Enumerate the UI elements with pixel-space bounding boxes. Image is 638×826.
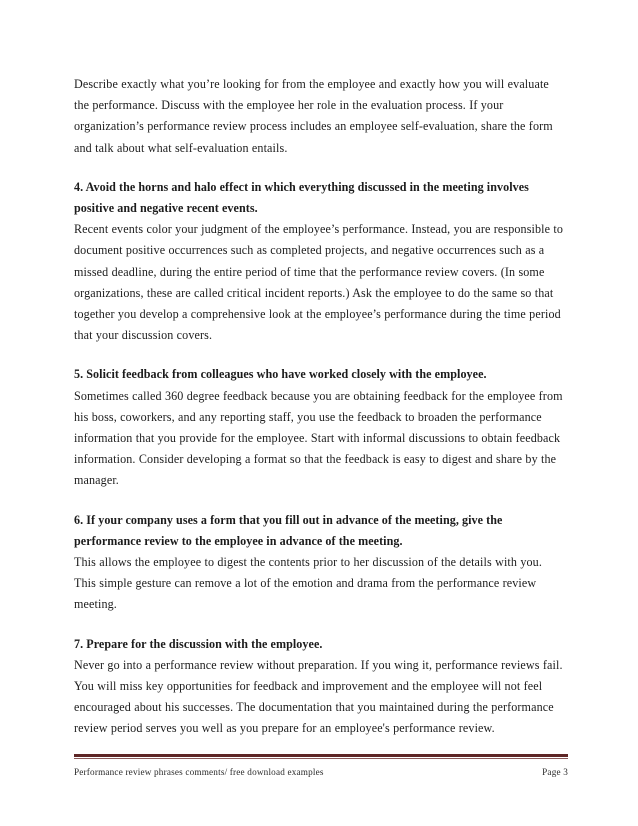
footer-row — [74, 766, 568, 779]
section-heading-4: 4. Avoid the horns and halo effect in which everything discussed in the meeting involves positive and negative recent events. — [74, 179, 529, 216]
document-body — [74, 74, 566, 740]
footer-page-number: Page 3 — [542, 767, 568, 777]
paragraph-text: Never go into a performance review without preparation. If you wing it, performance reviews fail. You will miss key opportunities for feedback and improvement and the employee will not feel encouraged about his successes. The documentation that you maintained during the performance review period serves you well as you prepare for an employee's performance review. — [74, 657, 563, 736]
section-heading-6: 6. If your company uses a form that you fill out in advance of the meeting, give the performance review to the employee in advance of the meeting. — [74, 512, 503, 548]
paragraph-block-item-5 — [74, 364, 566, 491]
section-heading-5: 5. Solicit feedback from colleagues who have worked closely with the employee. — [74, 367, 487, 382]
paragraph-text: This allows the employee to digest the contents prior to her discussion of the details with you. This simple gesture can remove a lot of the emotion and drama from the performance review meeting. — [74, 555, 542, 612]
page-footer — [74, 754, 568, 779]
paragraph-text: Sometimes called 360 degree feedback because you are obtaining feedback for the employee from his boss, coworkers, and any reporting staff, you use the feedback to broaden the performance information that you provide for the employee. Start with informal discussions to obtain feedback information. Consider developing a format so that the feedback is easy to digest and share by the manager. — [74, 388, 563, 488]
paragraph-block-item-4 — [74, 177, 566, 347]
section-heading-7: 7. Prepare for the discussion with the employee. — [74, 636, 323, 651]
paragraph-text: Describe exactly what you’re looking for from the employee and exactly how you will evaluate the performance. Discuss with the employee her role in the evaluation process. If your organization’s performance review process includes an employee self-evaluation, share the form and talk about what self-evaluation entails. — [74, 77, 553, 155]
footer-source-label: Performance review phrases comments/ free download examples — [74, 767, 324, 777]
paragraph-block-item-7 — [74, 634, 566, 740]
footer-rule-thin — [74, 758, 568, 759]
paragraph-block-item-6 — [74, 510, 566, 616]
paragraph-block-intro — [74, 74, 566, 159]
paragraph-text: Recent events color your judgment of the employee’s performance. Instead, you are responsible to document positive occurrences such as completed projects, and negative occurrences such as a missed deadline, during the entire period of time that the performance review covers. (In some organizations, these are called critical incident reports.) Ask the employee to do the same so that together you develop a comprehensive look at the employee’s performance during the time period that your discussion covers. — [74, 222, 564, 343]
